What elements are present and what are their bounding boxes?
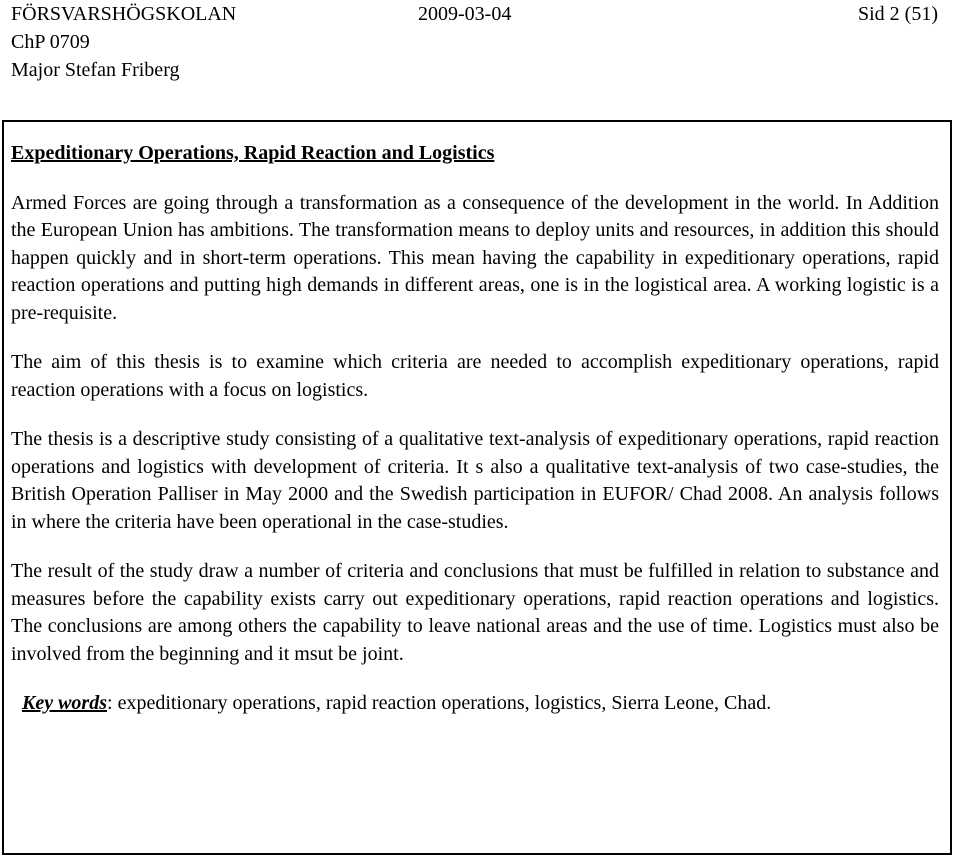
paragraph-result: The result of the study draw a number of criteria and conclusions that must be fulfilled in relation to substance and measures before the capability exists carry out expeditionary operations, rapid reaction operations and logistics. The conclusions are among others the capability to leave national areas and the use of time. Logistics must also be involved from the beginning and it msut be joint. — [11, 560, 939, 665]
header-row-author — [11, 56, 951, 84]
header-row-top — [11, 0, 951, 28]
course-code: ChP 0709 — [11, 31, 90, 53]
document-date: 2009-03-04 — [418, 3, 512, 25]
school-name: FÖRSVARSHÖGSKOLAN — [11, 3, 237, 25]
page-header — [11, 0, 951, 84]
abstract-title: Expeditionary Operations, Rapid Reaction and Logistics — [11, 142, 495, 164]
paragraph-context: Armed Forces are going through a transformation as a consequence of the development in the world. In Addition the European Union has ambitions. The transformation means to deploy units and resources, in addition this should happen quickly and in short-term operations. This mean having the capability in expeditionary operations, rapid reaction operations and putting high demands in different areas, one is in the logistical area. A working logistic is a pre-requisite. — [11, 191, 939, 324]
paragraph-method: The thesis is a descriptive study consisting of a qualitative text-analysis of expeditionary operations, rapid reaction operations and logistics with development of criteria. It s also a qualitative text-analysis of two case-studies, the British Operation Palliser in May 2000 and the Swedish participation in EUFOR/ Chad 2008. An analysis follows in where the criteria have been operational in the case-studies. — [11, 428, 939, 533]
header-row-course — [11, 28, 951, 56]
keywords-line — [22, 690, 939, 718]
paragraph-aim: The aim of this thesis is to examine which criteria are needed to accomplish expeditionary operations, rapid reaction operations with a focus on logistics. — [11, 351, 939, 401]
keywords-label: Key words — [22, 692, 107, 714]
author-name: Major Stefan Friberg — [11, 59, 180, 81]
keywords-separator: : — [107, 692, 118, 714]
abstract-content — [11, 140, 939, 718]
page-number: Sid 2 (51) — [858, 3, 938, 25]
keywords-list: expeditionary operations, rapid reaction operations, logistics, Sierra Leone, Chad. — [117, 692, 772, 714]
